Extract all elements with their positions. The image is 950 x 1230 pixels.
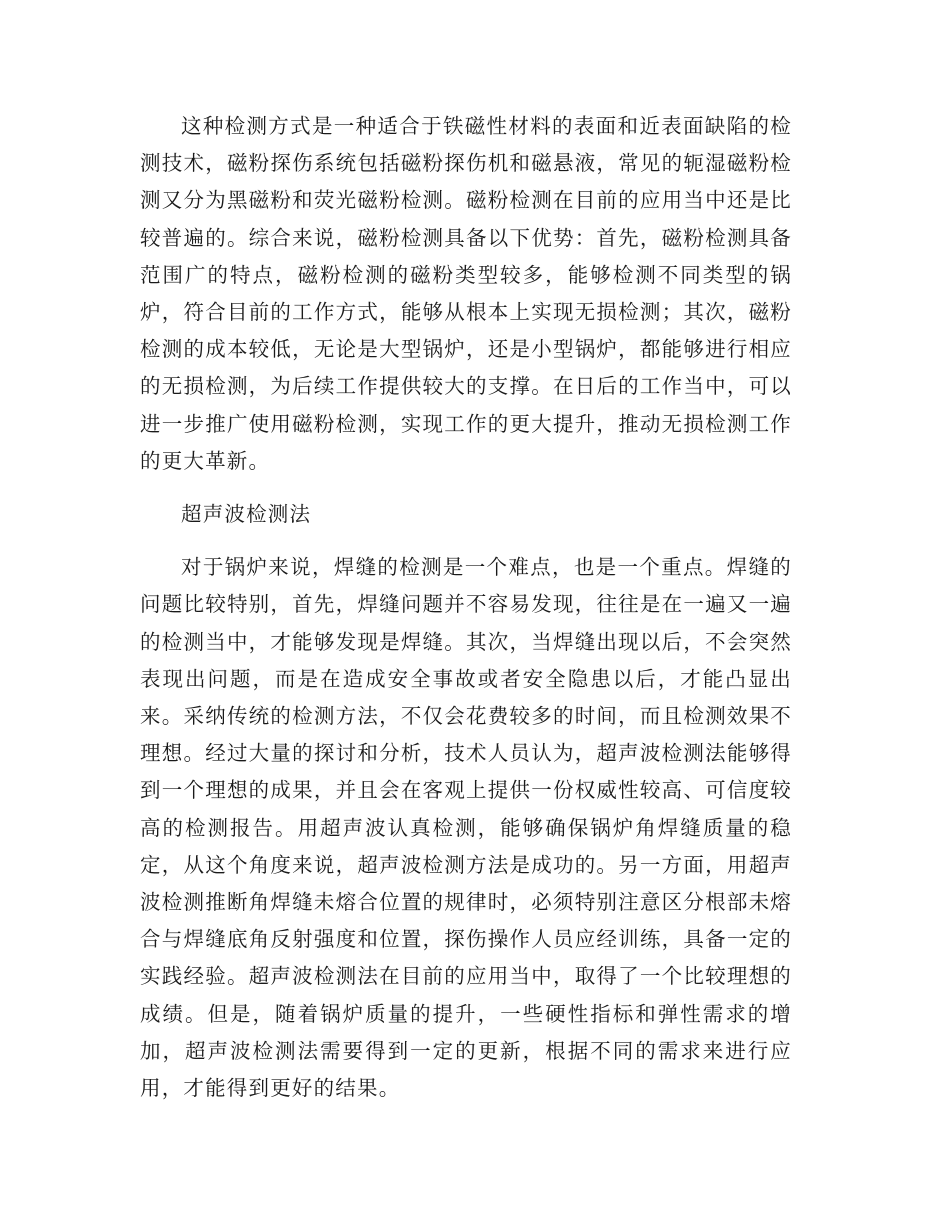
document-body [140,108,792,1107]
section-heading-ultrasonic-testing: 超声波检测法 [181,502,312,527]
paragraph-magnetic-particle-testing: 这种检测方式是一种适合于铁磁性材料的表面和近表面缺陷的检测技术，磁粉探伤系统包括磁粉探伤机和磁悬液，常见的轭湿磁粉检测又分为黑磁粉和荧光磁粉检测。磁粉检测在目前的应用当中还是比较普遍的。综合来说，磁粉检测具备以下优势：首先，磁粉检测具备范围广的特点，磁粉检测的磁粉类型较多，能够检测不同类型的锅炉，符合目前的工作方式，能够从根本上实现无损检测；其次，磁粉检测的成本较低，无论是大型锅炉，还是小型锅炉，都能够进行相应的无损检测，为后续工作提供较大的支撑。在日后的工作当中，可以进一步推广使用磁粉检测，实现工作的更大提升，推动无损检测工作的更大革新。 [140,114,792,473]
paragraph-ultrasonic-testing: 对于锅炉来说，焊缝的检测是一个难点，也是一个重点。焊缝的问题比较特别，首先，焊缝问题并不容易发现，往往是在一遍又一遍的检测当中，才能够发现是焊缝。其次，当焊缝出现以后，不会突然表现出问题，而是在造成安全事故或者安全隐患以后，才能凸显出来。采纳传统的检测方法，不仅会花费较多的时间，而且检测效果不理想。经过大量的探讨和分析，技术人员认为，超声波检测法能够得到一个理想的成果，并且会在客观上提供一份权威性较高、可信度较高的检测报告。用超声波认真检测，能够确保锅炉角焊缝质量的稳定，从这个角度来说，超声波检测方法是成功的。另一方面，用超声波检测推断角焊缝未熔合位置的规律时，必须特别注意区分根部未熔合与焊缝底角反射强度和位置，探伤操作人员应经训练，具备一定的实践经验。超声波检测法在目前的应用当中，取得了一个比较理想的成绩。但是，随着锅炉质量的提升，一些硬性指标和弹性需求的增加，超声波检测法需要得到一定的更新，根据不同的需求来进行应用，才能得到更好的结果。 [140,555,792,1101]
paragraph-spacer [140,533,792,549]
paragraph-spacer [140,480,792,496]
